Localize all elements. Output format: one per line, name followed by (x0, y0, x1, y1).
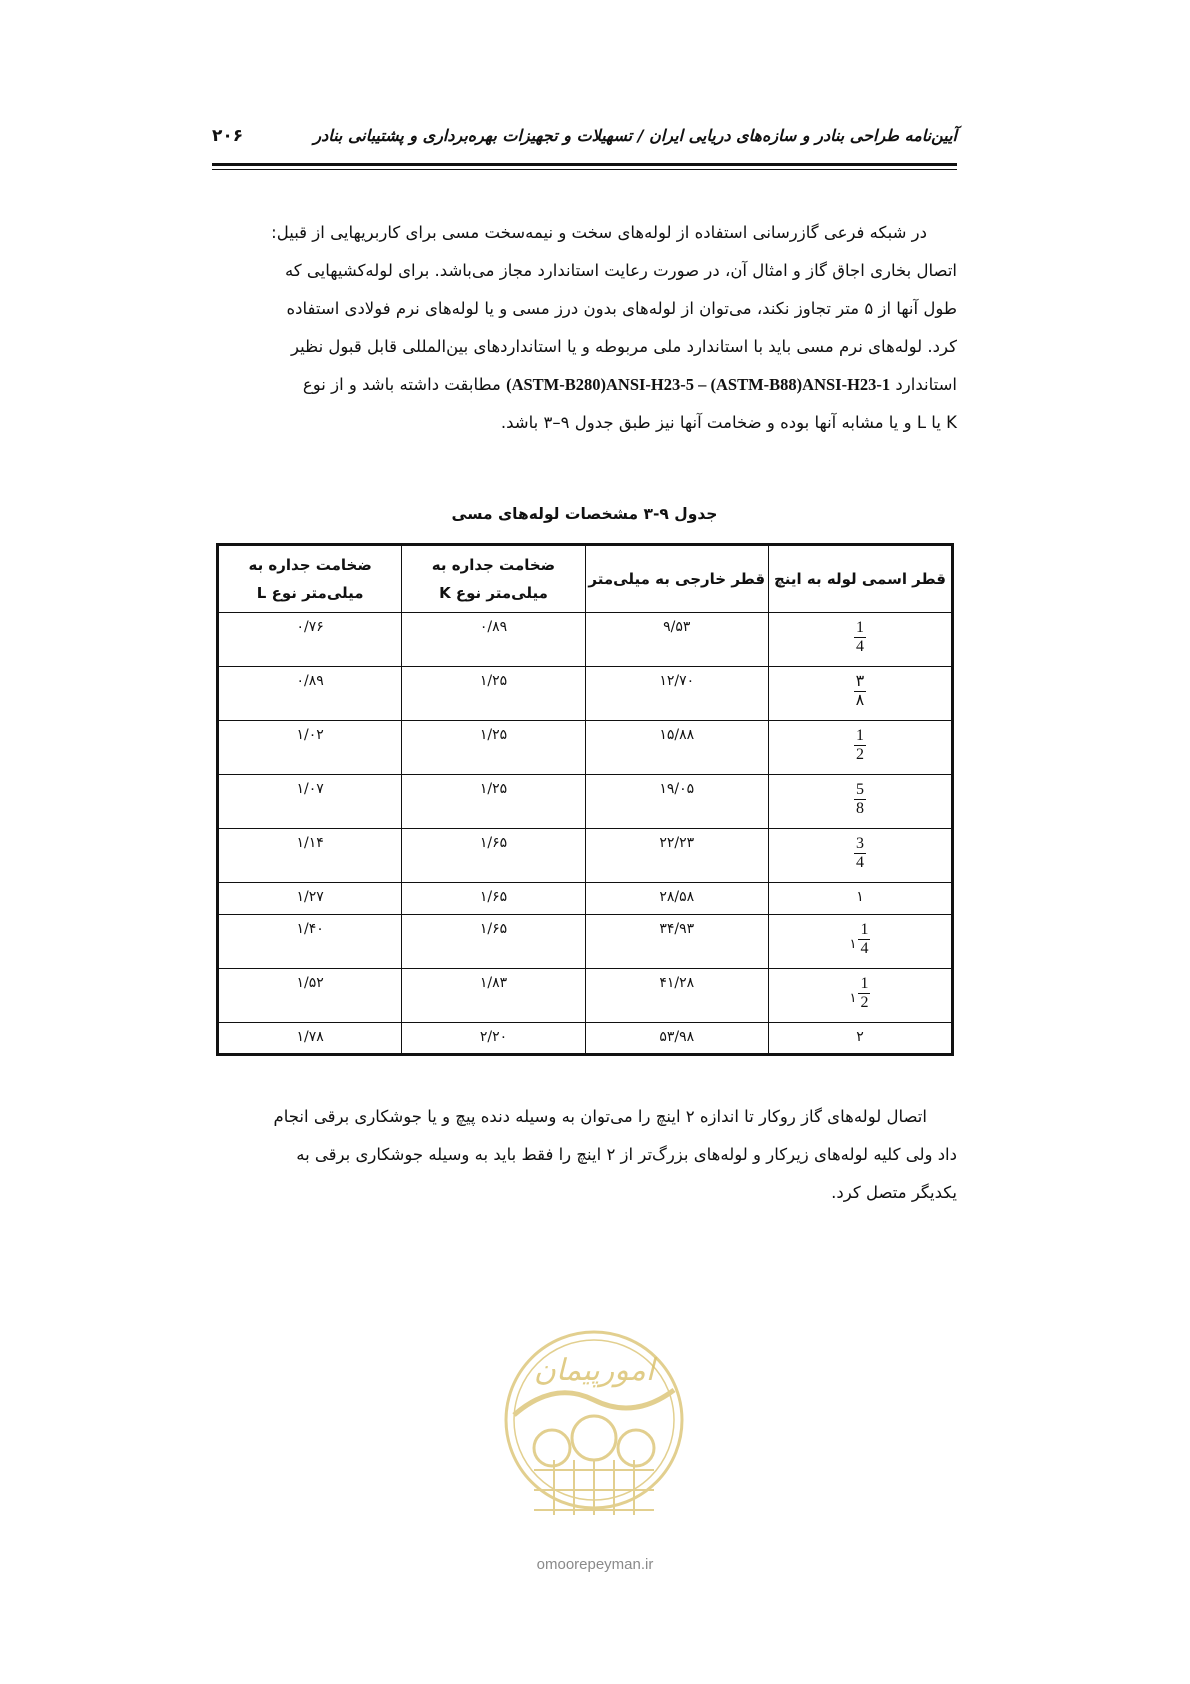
nominal-fraction (854, 727, 866, 764)
fraction-denominator: ۸ (855, 692, 865, 709)
standard-prefix: استاندارد (895, 375, 957, 394)
cell-nominal-diameter (768, 613, 952, 667)
nominal-value (854, 835, 866, 872)
table-row (218, 667, 953, 721)
fraction-denominator: 4 (855, 638, 864, 655)
cell-outer-diameter: ۴۱/۲۸ (585, 969, 768, 1023)
cell-thickness-k: ۰/۸۹ (402, 613, 585, 667)
header-thickness-k (402, 545, 585, 613)
paragraph-1-line-1: در شبکه فرعی گازرسانی استفاده از لوله‌های سخت و نیمه‌سخت مسی برای کاربریهایی از قبیل: (271, 223, 927, 242)
nominal-value (849, 975, 870, 1012)
cell-outer-diameter: ۵۳/۹۸ (585, 1023, 768, 1055)
table-row (218, 1023, 953, 1055)
cell-nominal-diameter (768, 775, 952, 829)
nominal-value (854, 781, 866, 818)
fraction-numerator: 3 (855, 835, 864, 852)
table-row (218, 883, 953, 915)
nominal-fraction (858, 975, 870, 1012)
fraction-denominator: 2 (860, 994, 869, 1011)
watermark-site-text: omoorepeyman.ir (536, 1556, 654, 1573)
cell-outer-diameter: ۱۲/۷۰ (585, 667, 768, 721)
cell-nominal-diameter (768, 915, 952, 969)
header-outer-diameter: قطر خارجی به میلی‌متر (585, 545, 768, 613)
cell-thickness-l: ۱/۴۰ (218, 915, 402, 969)
fraction-denominator: 2 (855, 746, 864, 763)
table-body (218, 613, 953, 1055)
cell-thickness-k: ۱/۶۵ (402, 915, 585, 969)
header-rule-thick (212, 163, 957, 166)
running-title: آیین‌نامه طراحی بنادر و سازه‌های دریایی ایران / تسهیلات و تجهیزات بهره‌برداری و پشتیبانی بنادر (313, 126, 957, 145)
paragraph-1-line-2: اتصال بخاری اجاق گاز و امثال آن، در صورت رعایت استاندارد مجاز می‌باشد. برای لوله‌کشیهایی که (284, 261, 957, 280)
nominal-value (856, 889, 864, 905)
cell-thickness-l: ۱/۷۸ (218, 1023, 402, 1055)
cell-thickness-l: ۰/۷۶ (218, 613, 402, 667)
header-thickness-l-line-2: میلی‌متر نوع L (256, 584, 364, 602)
cell-nominal-diameter (768, 1023, 952, 1055)
cell-thickness-l: ۰/۸۹ (218, 667, 402, 721)
nominal-fraction (858, 921, 870, 958)
fraction-numerator: 1 (860, 975, 869, 992)
nominal-whole: ۲ (856, 1029, 864, 1045)
nominal-whole: ۱ (849, 991, 857, 1006)
table-row (218, 613, 953, 667)
header-rule-thin (212, 169, 957, 170)
fraction-numerator: ۳ (855, 673, 865, 690)
nominal-fraction (854, 835, 866, 872)
fraction-numerator: 1 (860, 921, 869, 938)
header-nominal-diameter: قطر اسمی لوله به اینچ (768, 545, 952, 613)
table-caption: جدول ۹-۳ مشخصات لوله‌های مسی (451, 505, 718, 523)
cell-thickness-k: ۱/۲۵ (402, 667, 585, 721)
nominal-fraction (854, 781, 866, 818)
header-thickness-k-line-1: ضخامت جداره به (431, 556, 556, 574)
table-row (218, 721, 953, 775)
paragraph-1-line-5 (212, 366, 957, 404)
nominal-value (854, 619, 866, 656)
cell-thickness-l: ۱/۵۲ (218, 969, 402, 1023)
paragraph-1 (212, 214, 957, 442)
cell-outer-diameter: ۱۹/۰۵ (585, 775, 768, 829)
table-row (218, 969, 953, 1023)
standard-suffix: مطابقت داشته باشد و از نوع (302, 375, 501, 394)
cell-thickness-k: ۲/۲۰ (402, 1023, 585, 1055)
watermark-logo (494, 1320, 694, 1590)
page-header (212, 126, 957, 166)
fraction-numerator: 1 (855, 727, 864, 744)
cell-thickness-l: ۱/۰۷ (218, 775, 402, 829)
header-thickness-l (218, 545, 402, 613)
fraction-numerator: 5 (855, 781, 864, 798)
cell-nominal-diameter (768, 667, 952, 721)
cell-outer-diameter: ۹/۵۳ (585, 613, 768, 667)
nominal-value (849, 921, 870, 958)
table-header-row (218, 545, 953, 613)
cell-nominal-diameter (768, 969, 952, 1023)
cell-thickness-k: ۱/۸۳ (402, 969, 585, 1023)
cell-thickness-k: ۱/۶۵ (402, 829, 585, 883)
nominal-whole: ۱ (849, 937, 857, 952)
fraction-denominator: 4 (860, 940, 869, 957)
nominal-value (856, 1029, 864, 1045)
watermark-logo-text: امورپیمان (533, 1353, 655, 1388)
paragraph-1-line-3: طول آنها از ۵ متر تجاوز نکند، می‌توان از لوله‌های بدون درز مسی و یا لوله‌های نرم فولادی استفاده (286, 299, 957, 318)
table-row (218, 829, 953, 883)
copper-pipe-table (216, 543, 954, 1056)
fraction-denominator: 8 (855, 800, 864, 817)
header-thickness-k-line-2: میلی‌متر نوع K (439, 584, 548, 602)
cell-thickness-k: ۱/۲۵ (402, 775, 585, 829)
cell-nominal-diameter (768, 829, 952, 883)
cell-nominal-diameter (768, 721, 952, 775)
paragraph-2-line-3: یکدیگر متصل کرد. (831, 1183, 957, 1202)
cell-outer-diameter: ۲۲/۲۳ (585, 829, 768, 883)
nominal-fraction (854, 619, 866, 656)
nominal-value (854, 727, 866, 764)
paragraph-1-line-6: K یا L و یا مشابه آنها بوده و ضخامت آنها نیز طبق جدول ۹–۳ باشد. (500, 413, 957, 432)
header-thickness-l-line-1: ضخامت جداره به (248, 556, 372, 574)
cell-outer-diameter: ۱۵/۸۸ (585, 721, 768, 775)
watermark-logo-graphic (494, 1320, 694, 1550)
table-row (218, 915, 953, 969)
cell-thickness-k: ۱/۲۵ (402, 721, 585, 775)
cell-outer-diameter: ۲۸/۵۸ (585, 883, 768, 915)
paragraph-2 (212, 1098, 957, 1212)
cell-thickness-l: ۱/۲۷ (218, 883, 402, 915)
page-number: ۲۰۶ (212, 126, 244, 146)
nominal-whole: ۱ (856, 889, 864, 905)
cell-thickness-k: ۱/۶۵ (402, 883, 585, 915)
table-row (218, 775, 953, 829)
cell-thickness-l: ۱/۱۴ (218, 829, 402, 883)
nominal-value (854, 673, 867, 710)
cell-thickness-l: ۱/۰۲ (218, 721, 402, 775)
standard-codes: (ASTM-B280)ANSI-H23-5 – (ASTM-B88)ANSI-H23-1 (506, 375, 891, 394)
paragraph-2-line-1: اتصال لوله‌های گاز روکار تا اندازه ۲ اینچ را می‌توان به وسیله دنده پیچ و یا جوشکاری برقی انجام (273, 1107, 927, 1126)
nominal-fraction (854, 673, 867, 710)
paragraph-1-line-4: کرد. لوله‌های نرم مسی باید با استاندارد ملی مربوطه و یا استانداردهای بین‌المللی قابل قبول نظیر (290, 337, 957, 356)
paragraph-2-line-2: داد ولی کلیه لوله‌های زیرکار و لوله‌های بزرگ‌تر از ۲ اینچ را فقط باید به وسیله جوشکاری برقی به (296, 1145, 957, 1164)
fraction-denominator: 4 (855, 854, 864, 871)
cell-nominal-diameter (768, 883, 952, 915)
watermark-site (0, 1556, 1190, 1573)
fraction-numerator: 1 (855, 619, 864, 636)
cell-outer-diameter: ۳۴/۹۳ (585, 915, 768, 969)
